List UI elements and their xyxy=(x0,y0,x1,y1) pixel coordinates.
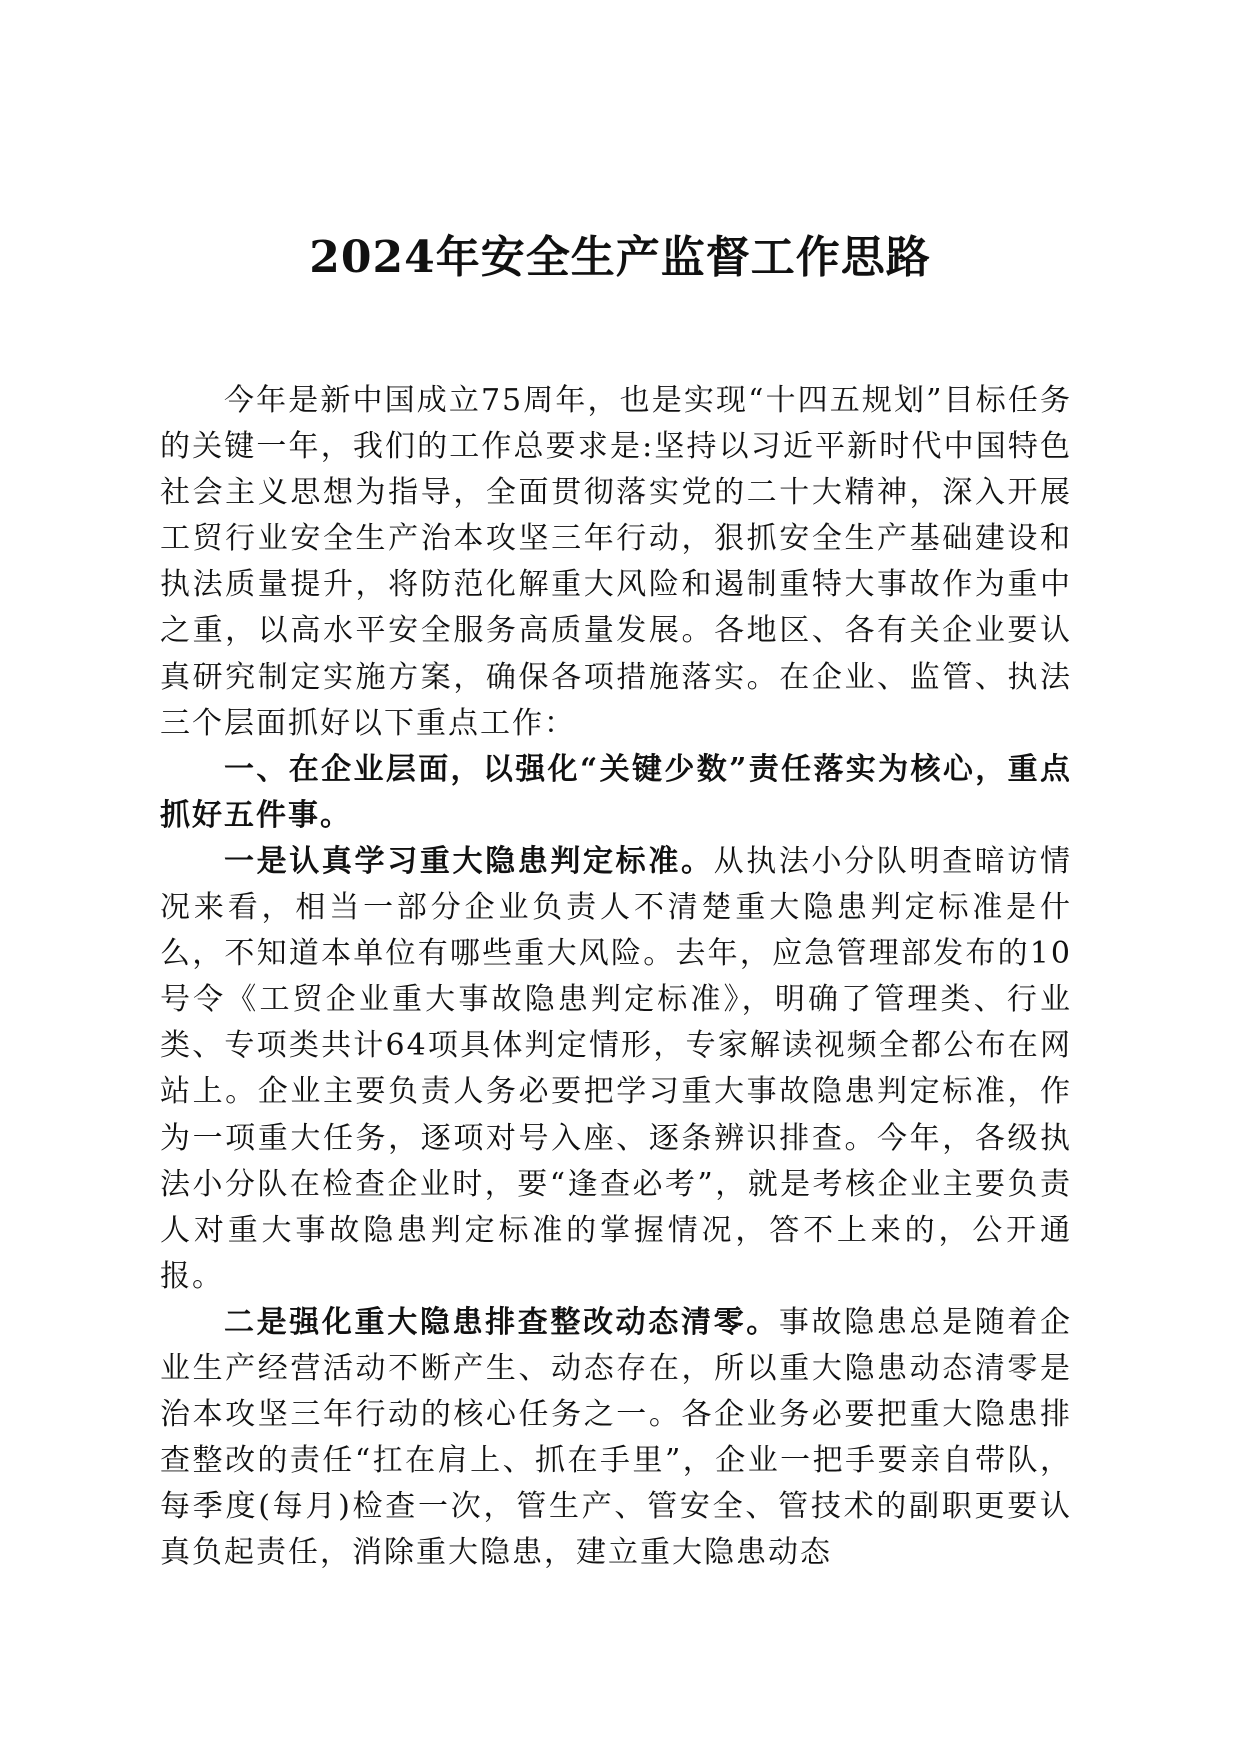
item-body-2: 事故隐患总是随着企业生产经营活动不断产生、动态存在，所以重大隐患动态清零是治本攻坚三年行动的核心任务之一。各企业务必要把重大隐患排查整改的责任“扛在肩上、抓在手里”，企业一把手要亲自带队，每季度(每月)检查一次，管生产、管安全、管技术的副职更要认真负起责任，消除重大隐患，建立重大隐患动态 xyxy=(160,1304,1073,1571)
item-lead-1: 一是认真学习重大隐患判定标准。 xyxy=(224,843,714,879)
item-body-1: 从执法小分队明查暗访情况来看，相当一部分企业负责人不清楚重大隐患判定标准是什么，不知道本单位有哪些重大风险。去年，应急管理部发布的10号令《工贸企业重大事故隐患判定标准》，明确了管理类、行业类、专项类共计64项具体判定情形，专家解读视频全都公布在网站上。企业主要负责人务必要把学习重大事故隐患判定标准，作为一项重大任务，逐项对号入座、逐条辨识排查。今年，各级执法小分队在检查企业时，要“逢查必考”，就是考核企业主要负责人对重大事故隐患判定标准的掌握情况，答不上来的，公开通报。 xyxy=(160,843,1073,1294)
item-paragraph-2 xyxy=(160,1300,1072,1577)
document-body xyxy=(160,378,1072,1576)
item-lead-2: 二是强化重大隐患排查整改动态清零。 xyxy=(224,1304,779,1340)
document-title: 2024年安全生产监督工作思路 xyxy=(309,232,931,283)
item-paragraph-1 xyxy=(160,839,1072,1300)
intro-paragraph: 今年是新中国成立75周年，也是实现“十四五规划”目标任务的关键一年，我们的工作总要求是:坚持以习近平新时代中国特色社会主义思想为指导，全面贯彻落实党的二十大精神，深入开展工贸行业安全生产治本攻坚三年行动，狠抓安全生产基础建设和执法质量提升，将防范化解重大风险和遏制重特大事故作为重中之重，以高水平安全服务高质量发展。各地区、各有关企业要认真研究制定实施方案，确保各项措施落实。在企业、监管、执法三个层面抓好以下重点工作： xyxy=(160,383,1072,741)
section-heading-1: 一、在企业层面，以强化“关键少数”责任落实为核心，重点抓好五件事。 xyxy=(160,751,1072,833)
